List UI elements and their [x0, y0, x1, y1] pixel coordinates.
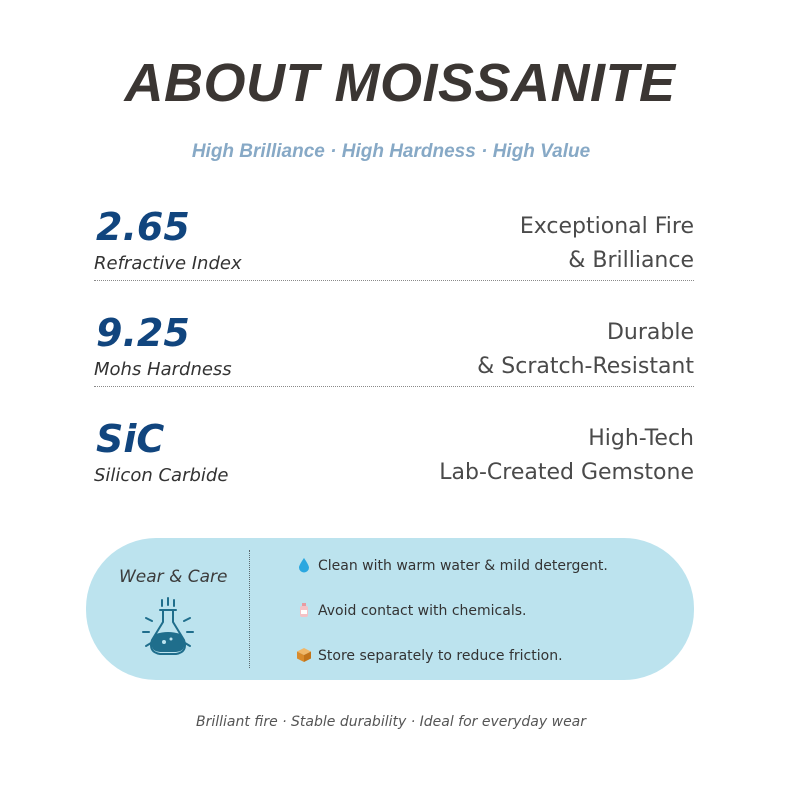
- spec-description-line2: Lab-Created Gemstone: [439, 460, 694, 485]
- wear-care-panel: [86, 538, 694, 680]
- spec-description: [520, 210, 694, 278]
- spec-description-line1: Durable: [606, 320, 694, 345]
- spec-silicon-carbide: [94, 417, 694, 495]
- spec-value: 2.65: [96, 205, 190, 249]
- chemical-bottle-icon: [296, 602, 312, 618]
- divider: [94, 386, 694, 387]
- spec-description-line2: & Brilliance: [568, 248, 694, 273]
- spec-value: SiC: [96, 417, 165, 461]
- page-title: ABOUT MOISSANITE: [124, 53, 676, 113]
- spec-label: Silicon Carbide: [94, 465, 229, 486]
- spec-refractive-index: [94, 205, 694, 283]
- spec-label: Mohs Hardness: [94, 359, 232, 380]
- wear-care-title: Wear & Care: [119, 567, 228, 587]
- care-item: [296, 557, 608, 574]
- care-item-text: Clean with warm water & mild detergent.: [318, 558, 608, 574]
- care-item: [296, 602, 526, 619]
- page-subtitle: High Brilliance · High Hardness · High Value: [191, 141, 591, 162]
- spec-label: Refractive Index: [94, 253, 242, 274]
- spec-description: [439, 422, 694, 490]
- panel-divider: [249, 550, 250, 668]
- care-item: [296, 647, 563, 664]
- spec-description-line2: & Scratch-Resistant: [477, 354, 694, 379]
- box-icon: [296, 647, 312, 663]
- spec-description-line1: High-Tech: [588, 426, 694, 451]
- water-drop-icon: [296, 557, 312, 573]
- spec-mohs-hardness: [94, 311, 694, 389]
- spec-description-line1: Exceptional Fire: [519, 214, 694, 239]
- spec-description: [477, 316, 694, 384]
- care-item-text: Store separately to reduce friction.: [318, 648, 563, 664]
- care-item-text: Avoid contact with chemicals.: [318, 603, 527, 619]
- spec-value: 9.25: [96, 311, 190, 355]
- flask-icon: [138, 596, 198, 658]
- divider: [94, 280, 694, 281]
- footer-tagline: Brilliant fire · Stable durability · Ideal for everyday wear: [195, 714, 587, 730]
